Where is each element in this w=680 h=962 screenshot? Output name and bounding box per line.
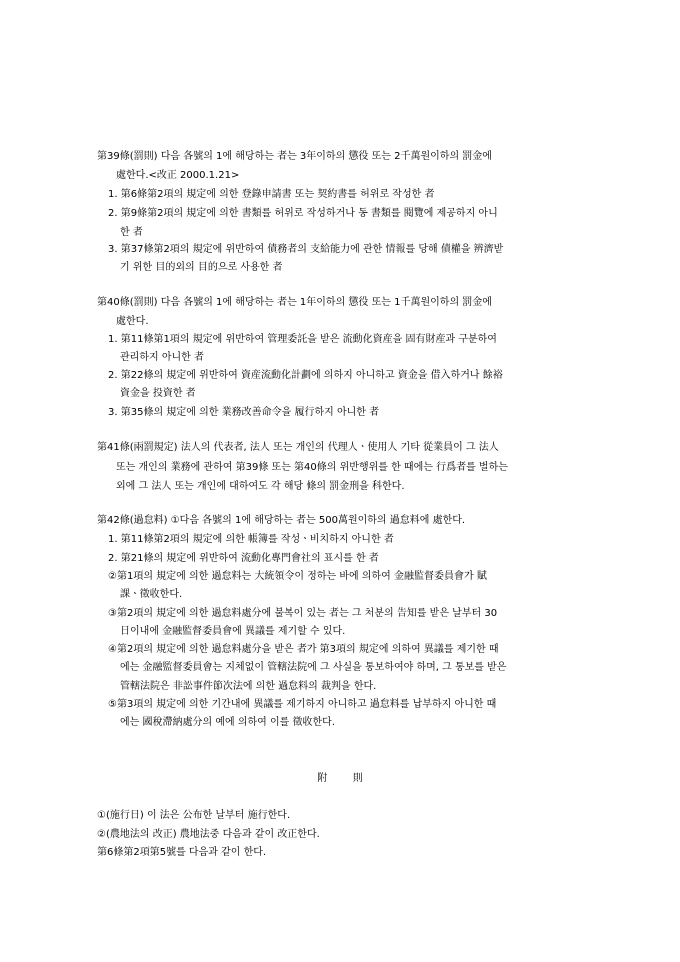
article-39-item-3: 3. 第37條第2項의 規定에 위반하여 債務者의 支給能力에 관한 情報를 당해 債權을 辨濟받 [108, 244, 504, 255]
article-42-para-3: ③第2項의 規定에 의한 過怠料處分에 불복이 있는 者는 그 처분의 告知를 받은 날부터 30 [108, 608, 498, 619]
addenda-line-3: 第6條第2項第5號를 다음과 같이 한다. [97, 847, 267, 858]
article-39-item-1: 1. 第6條第2項의 規定에 의한 登錄申請書 또는 契約書를 허위로 작성한 者 [108, 189, 435, 200]
article-39-item-2-cont: 한 者 [120, 227, 143, 238]
addenda-line-1: ①(施行日) 이 法은 公布한 날부터 施行한다. [97, 810, 291, 821]
article-39-title: 第39條(罰則) 다음 各號의 1에 해당하는 者는 3年이하의 懲役 또는 2千萬원이하의 罰金에 [97, 151, 492, 162]
article-42-item-1: 1. 第11條第2項의 規定에 의한 帳簿를 작성ㆍ비치하지 아니한 者 [108, 534, 394, 545]
article-41-line-1: 第41條(兩罰規定) 法人의 代表者, 法人 또는 개인의 代理人ㆍ使用人 기타 從業員이 그 法人 [97, 442, 499, 453]
addenda-line-2: ②(農地法의 改正) 農地法중 다음과 같이 改正한다. [97, 829, 320, 840]
article-42-para-4-cont-1: 에는 金融監督委員會는 지체없이 管轄法院에 그 사실을 통보하여야 하며, 그 통보를 받은 [120, 662, 507, 673]
article-42-para-5: ⑤第3項의 規定에 의한 기간내에 異議를 제기하지 아니하고 過怠料를 납부하지 아니한 때 [108, 699, 497, 710]
article-39-item-2: 2. 第9條第2項의 規定에 의한 書類를 허위로 작성하거나 동 書類를 閱覽에 제공하지 아니 [108, 208, 498, 219]
article-42-para-4: ④第2項의 規定에 의한 過怠料處分을 받은 者가 第3項의 規定에 의하여 異議를 제기한 때 [108, 644, 499, 655]
article-42-para-2: ②第1項의 規定에 의한 過怠料는 大統領令이 정하는 바에 의하여 金融監督委員會가 賦 [108, 571, 487, 582]
addenda-heading: 附 則 [317, 773, 363, 784]
article-40-item-1-cont: 관리하지 아니한 者 [120, 352, 204, 363]
article-42-para-3-cont: 日이내에 金融監督委員會에 異議를 제기할 수 있다. [120, 626, 346, 637]
article-41-line-3: 외에 그 法人 또는 개인에 대하여도 각 해당 條의 罰金刑을 科한다. [116, 481, 405, 492]
article-40-item-2-cont: 資金을 投資한 者 [120, 388, 196, 399]
article-40-title-cont: 處한다. [116, 316, 149, 327]
article-42-item-2: 2. 第21條의 規定에 위반하여 流動化專門會社의 표시를 한 者 [108, 553, 379, 564]
article-42-para-5-cont: 에는 國稅滯納處分의 예에 의하여 이를 徵收한다. [120, 717, 335, 728]
article-40-item-2: 2. 第22條의 規定에 위반하여 資産流動化計劃에 의하지 아니하고 資金을 借入하거나 餘裕 [108, 370, 503, 381]
article-40-item-1: 1. 第11條第1項의 規定에 위반하여 管理委託을 받은 流動化資産을 固有財産과 구분하여 [108, 334, 497, 345]
article-39-item-3-cont: 기 위한 目的외의 目的으로 사용한 者 [120, 262, 283, 273]
article-41-line-2: 또는 개인의 業務에 관하여 第39條 또는 第40條의 위반행위를 한 때에는 行爲者를 벌하는 [116, 462, 508, 473]
article-40-title: 第40條(罰則) 다음 各號의 1에 해당하는 者는 1年이하의 懲役 또는 1千萬원이하의 罰金에 [97, 297, 492, 308]
article-42-para-2-cont: 課ㆍ徵收한다. [120, 589, 183, 600]
article-39-title-cont: 處한다.<改正 2000.1.21> [116, 170, 240, 181]
article-42-para-4-cont-2: 管轄法院은 非訟事件節次法에 의한 過怠料의 裁判을 한다. [120, 681, 377, 692]
article-42-title: 第42條(過怠料) ①다음 各號의 1에 해당하는 者는 500萬원이하의 過怠料에 處한다. [97, 515, 466, 526]
article-40-item-3: 3. 第35條의 規定에 의한 業務改善命令을 履行하지 아니한 者 [108, 407, 380, 418]
